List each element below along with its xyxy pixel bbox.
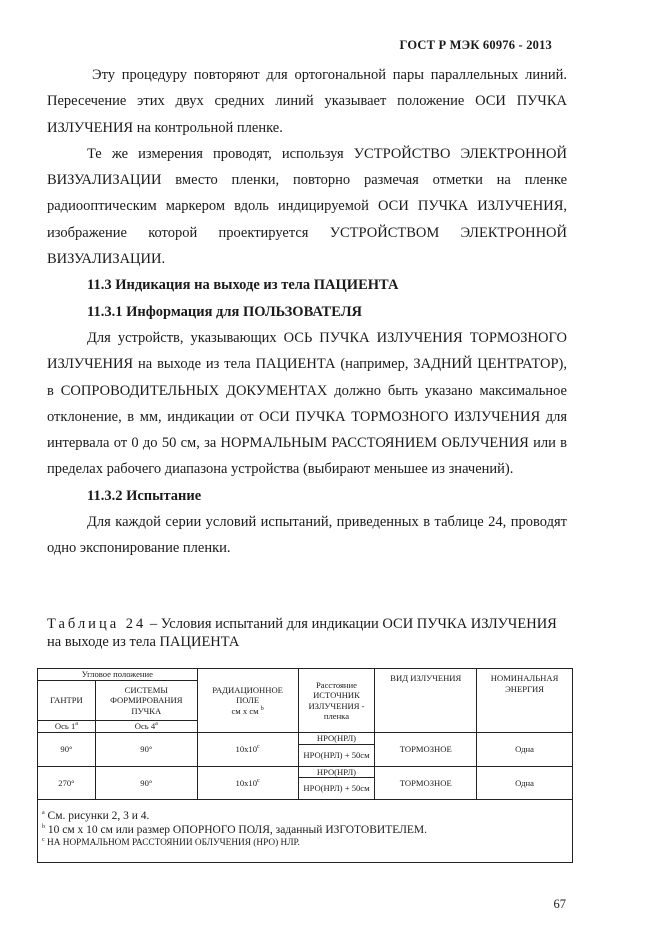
conditions-table [37, 668, 573, 863]
table-caption-text: – Условия испытаний для индикации ОСИ ПУЧКА ИЗЛУЧЕНИЯ на выходе из тела ПАЦИЕНТА [47, 616, 557, 650]
header-beam-axis [95, 721, 197, 733]
table-row [38, 766, 573, 778]
note-a-text: См. рисунки 2, 3 и 4. [44, 810, 150, 822]
cell-field-text: 10x10 [235, 777, 258, 788]
cell-gantry: 90° [38, 733, 96, 767]
header-radiation-type: ВИД ИЗЛУЧЕНИЯ [375, 669, 477, 733]
section-heading-11-3-2: 11.3.2 Испытание [87, 487, 202, 504]
header-field-units: см х см [231, 705, 259, 716]
cell-field [197, 733, 298, 767]
note-c-mark: c [42, 836, 45, 843]
cell-field-text: 10x10 [235, 744, 258, 754]
cell-energy: Одна [477, 733, 573, 767]
cell-beam: 90° [95, 733, 197, 767]
cell-field-note: c [257, 744, 260, 751]
header-beam-axis-note: a [155, 721, 158, 728]
table-caption [47, 615, 567, 651]
header-field-note: b [260, 705, 264, 712]
table-notes [38, 800, 573, 863]
header-gantry: ГАНТРИ [38, 681, 96, 721]
table-notes-row [38, 800, 573, 863]
header-radiation-field [197, 669, 298, 733]
note-c [42, 837, 568, 851]
header-gantry-axis-note: a [75, 721, 78, 728]
note-b-mark: b [42, 823, 45, 830]
header-angular-position: Угловое положение [38, 669, 198, 681]
header-gantry-axis-text: Ось 1 [54, 721, 76, 732]
cell-distance-2: НРО(НРЛ) + 50см [298, 778, 375, 800]
table-caption-label: Таблица 24 [47, 616, 147, 632]
paragraph-electronic-imaging: Те же измерения проводят, используя УСТРОЙСТВО ЭЛЕКТРОННОЙ ВИЗУАЛИЗАЦИИ вместо пленки, повторно размечая отметки на пленке радиооптическим маркером вдоль индицируемой ОСИ ПУЧКА ИЗЛУЧЕНИЯ, изображение которой проектируется УСТРОЙСТВОМ ЭЛЕКТРОННОЙ ВИЗУАЛИЗАЦИИ. [47, 145, 567, 268]
note-b [42, 824, 568, 838]
note-c-text: НА НОРМАЛЬНОМ РАССТОЯНИИ ОБЛУЧЕНИЯ (НРО) НЛР. [44, 838, 300, 848]
header-field-text: РАДИАЦИОННОЕ ПОЛЕ [212, 684, 283, 706]
body-text [47, 62, 567, 562]
note-a [42, 810, 568, 824]
cell-radiation-type: ТОРМОЗНОЕ [375, 733, 477, 767]
header-distance: Расстояние ИСТОЧНИК ИЗЛУЧЕНИЯ - пленка [298, 669, 375, 733]
cell-distance-2: НРО(НРЛ) + 50см [298, 744, 375, 766]
cell-gantry: 270° [38, 766, 96, 800]
cell-energy: Одна [477, 766, 573, 800]
paragraph-procedure: Эту процедуру повторяют для ортогональной пары параллельных линий. Пересечение этих двух средних линий указывает положение ОСИ ПУЧКА ИЗЛУЧЕНИЯ на контрольной пленке. [47, 67, 567, 136]
header-nominal-energy: НОМИНАЛЬНАЯ ЭНЕРГИЯ [477, 669, 573, 733]
cell-beam: 90° [95, 766, 197, 800]
paragraph-user-info: Для устройств, указывающих ОСЬ ПУЧКА ИЗЛУЧЕНИЯ ТОРМОЗНОГО ИЗЛУЧЕНИЯ на выходе из тела ПАЦИЕНТА (например, ЗАДНИЙ ЦЕНТРАТОР), в СОПРОВОДИТЕЛЬНЫХ ДОКУМЕНТАХ должно быть указано максимальное отклонение, в мм, индикации от ОСИ ПУЧКА ТОРМОЗНОГО ИЗЛУЧЕНИЯ для интервала от 0 до 50 см, за НОРМАЛЬНЫМ РАССТОЯНИЕМ ОБЛУЧЕНИЯ или в пределах рабочего диапазона устройства (выбирают меньшее из значений). [47, 329, 567, 478]
header-beam-system: СИСТЕМЫ ФОРМИРОВАНИЯ ПУЧКА [95, 681, 197, 721]
cell-distance-1: НРО(НРЛ) [298, 766, 375, 778]
note-b-text: 10 см х 10 см или размер ОПОРНОГО ПОЛЯ, заданный ИЗГОТОВИТЕЛЕМ. [45, 823, 428, 836]
paragraph-test: Для каждой серии условий испытаний, приведенных в таблице 24, проводят одно экспонирование пленки. [47, 514, 567, 557]
cell-distance-1: НРО(НРЛ) [298, 733, 375, 745]
cell-field-note: c [257, 777, 260, 784]
table-row [38, 733, 573, 745]
header-beam-axis-text: Ось 4 [134, 721, 156, 732]
cell-radiation-type: ТОРМОЗНОЕ [375, 766, 477, 800]
document-header: ГОСТ Р МЭК 60976 - 2013 [399, 38, 552, 52]
page-number: 67 [553, 897, 566, 911]
cell-field [197, 766, 298, 800]
note-a-mark: a [42, 810, 45, 817]
section-heading-11-3-1: 11.3.1 Информация для ПОЛЬЗОВАТЕЛЯ [87, 303, 362, 320]
section-heading-11-3: 11.3 Индикация на выходе из тела ПАЦИЕНТА [87, 277, 399, 294]
header-gantry-axis [38, 721, 96, 733]
